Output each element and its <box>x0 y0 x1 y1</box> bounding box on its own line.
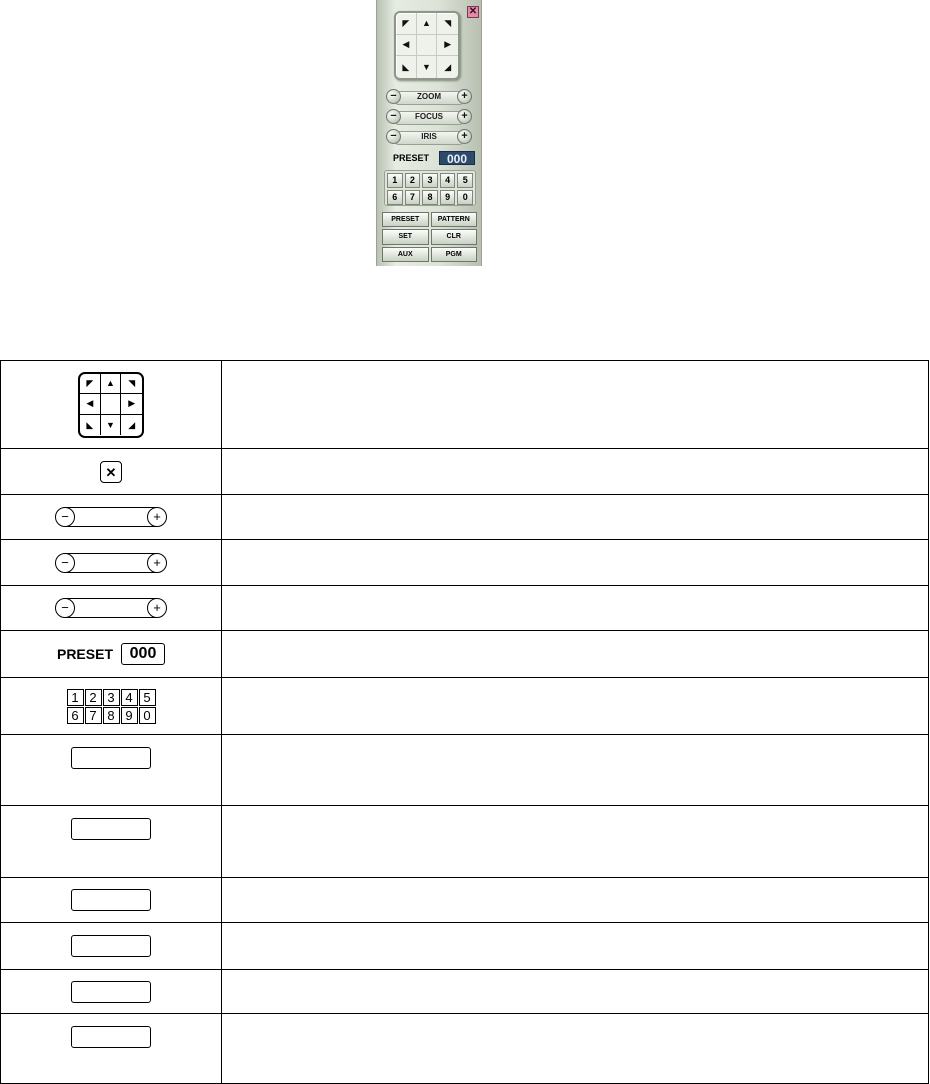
table-row <box>1 586 929 631</box>
right-arrow-icon: ▶ <box>121 394 142 415</box>
aux-button[interactable]: AUX <box>382 247 429 262</box>
key-8[interactable]: 8 <box>422 190 438 205</box>
pan-down-left-button[interactable]: ◣ <box>396 56 417 78</box>
description-cell <box>222 806 929 878</box>
table-row <box>1 1014 929 1084</box>
key-3[interactable]: 3 <box>422 173 438 188</box>
description-cell <box>222 970 929 1014</box>
icon-cell <box>1 678 222 735</box>
description-cell <box>222 586 929 631</box>
table-row <box>1 361 929 449</box>
tilt-up-button[interactable]: ▲ <box>417 13 438 35</box>
number-keypad <box>384 170 476 206</box>
minus-icon: − <box>55 507 75 527</box>
icon-cell <box>1 449 222 495</box>
key-4[interactable]: 4 <box>440 173 456 188</box>
description-cell <box>222 878 929 923</box>
icon-cell <box>1 1014 222 1084</box>
table-row <box>1 631 929 678</box>
down-arrow-icon: ▼ <box>101 415 122 436</box>
button-outline-icon <box>71 1026 151 1048</box>
tilt-down-button[interactable]: ▼ <box>417 56 438 78</box>
key-1: 1 <box>67 689 84 706</box>
table-row <box>1 495 929 540</box>
description-cell <box>222 449 929 495</box>
icon-cell <box>1 540 222 586</box>
up-right-arrow-icon: ◥ <box>121 374 142 395</box>
key-7: 7 <box>85 707 102 724</box>
description-cell <box>222 631 929 678</box>
key-0[interactable]: 0 <box>457 190 473 205</box>
zoom-in-button[interactable]: + <box>457 89 472 104</box>
button-outline-icon <box>71 747 151 769</box>
legend-table <box>0 360 929 1084</box>
icon-cell <box>1 878 222 923</box>
close-icon: ✕ <box>100 461 122 483</box>
key-5[interactable]: 5 <box>457 173 473 188</box>
icon-cell <box>1 586 222 631</box>
iris-close-button[interactable]: − <box>386 129 401 144</box>
iris-open-button[interactable]: + <box>457 129 472 144</box>
icon-cell <box>1 806 222 878</box>
minus-icon: − <box>55 598 75 618</box>
zoom-out-button[interactable]: − <box>386 89 401 104</box>
key-7[interactable]: 7 <box>405 190 421 205</box>
focus-near-button[interactable]: − <box>386 109 401 124</box>
pan-left-button[interactable]: ◀ <box>396 35 417 57</box>
key-4: 4 <box>121 689 138 706</box>
table-row <box>1 540 929 586</box>
description-cell <box>222 1014 929 1084</box>
focus-far-button[interactable]: + <box>457 109 472 124</box>
clr-button[interactable]: CLR <box>431 229 478 244</box>
table-row <box>1 923 929 970</box>
focus-label: FOCUS <box>415 112 443 121</box>
key-2[interactable]: 2 <box>405 173 421 188</box>
button-outline-icon <box>71 981 151 1003</box>
icon-cell <box>1 970 222 1014</box>
key-0: 0 <box>139 707 156 724</box>
set-button[interactable]: SET <box>382 229 429 244</box>
direction-pad-icon <box>78 372 144 438</box>
pan-up-left-button[interactable]: ◤ <box>396 13 417 35</box>
minus-icon: − <box>55 553 75 573</box>
description-cell <box>222 540 929 586</box>
button-outline-icon <box>71 935 151 957</box>
icon-cell <box>1 361 222 449</box>
pgm-button[interactable]: PGM <box>431 247 478 262</box>
description-cell <box>222 361 929 449</box>
preset-label: PRESET <box>56 646 113 662</box>
up-arrow-icon: ▲ <box>101 374 122 395</box>
pan-right-button[interactable]: ▶ <box>437 35 458 57</box>
icon-cell <box>1 631 222 678</box>
pan-down-right-button[interactable]: ◢ <box>444 61 452 72</box>
iris-label: IRIS <box>421 132 437 141</box>
focus-control <box>386 109 472 125</box>
key-5: 5 <box>139 689 156 706</box>
table-row <box>1 970 929 1014</box>
down-right-arrow-icon: ◢ <box>128 419 136 430</box>
description-cell <box>222 495 929 540</box>
pattern-button[interactable]: PATTERN <box>431 212 478 227</box>
zoom-label: ZOOM <box>417 92 441 101</box>
key-9: 9 <box>121 707 138 724</box>
key-8: 8 <box>103 707 120 724</box>
preset-number-box: 000 <box>121 643 165 665</box>
preset-button[interactable]: PRESET <box>382 212 429 227</box>
preset-label: PRESET <box>393 153 430 163</box>
key-6[interactable]: 6 <box>387 190 403 205</box>
pan-up-right-button[interactable]: ◥ <box>437 13 458 35</box>
left-arrow-icon: ◀ <box>80 394 101 415</box>
icon-cell <box>1 735 222 806</box>
key-6: 6 <box>67 707 84 724</box>
up-left-arrow-icon: ◤ <box>80 374 101 395</box>
dpad-center <box>417 35 438 57</box>
key-1[interactable]: 1 <box>387 173 403 188</box>
plus-icon: + <box>147 553 167 573</box>
function-buttons <box>382 212 477 262</box>
iris-control-icon <box>55 598 167 618</box>
plus-icon: + <box>147 507 167 527</box>
button-outline-icon <box>71 889 151 911</box>
direction-pad <box>394 11 460 80</box>
key-2: 2 <box>85 689 102 706</box>
table-row <box>1 678 929 735</box>
icon-cell <box>1 495 222 540</box>
table-row <box>1 735 929 806</box>
center-blank <box>101 394 122 415</box>
focus-control-icon <box>55 553 167 573</box>
description-cell <box>222 923 929 970</box>
icon-cell <box>1 923 222 970</box>
table-row <box>1 878 929 923</box>
table-row <box>1 449 929 495</box>
number-keypad-icon <box>67 689 156 724</box>
key-3: 3 <box>103 689 120 706</box>
close-button[interactable]: ✕ <box>468 6 478 17</box>
description-cell <box>222 735 929 806</box>
zoom-control <box>386 89 472 105</box>
table-row <box>1 806 929 878</box>
preset-number-display[interactable]: 000 <box>439 151 475 165</box>
down-left-arrow-icon: ◣ <box>80 415 101 436</box>
zoom-control-icon <box>55 507 167 527</box>
ptz-control-panel <box>376 0 482 266</box>
iris-control <box>386 129 472 145</box>
plus-icon: + <box>147 598 167 618</box>
description-cell <box>222 678 929 735</box>
key-9[interactable]: 9 <box>440 190 456 205</box>
button-outline-icon <box>71 818 151 840</box>
